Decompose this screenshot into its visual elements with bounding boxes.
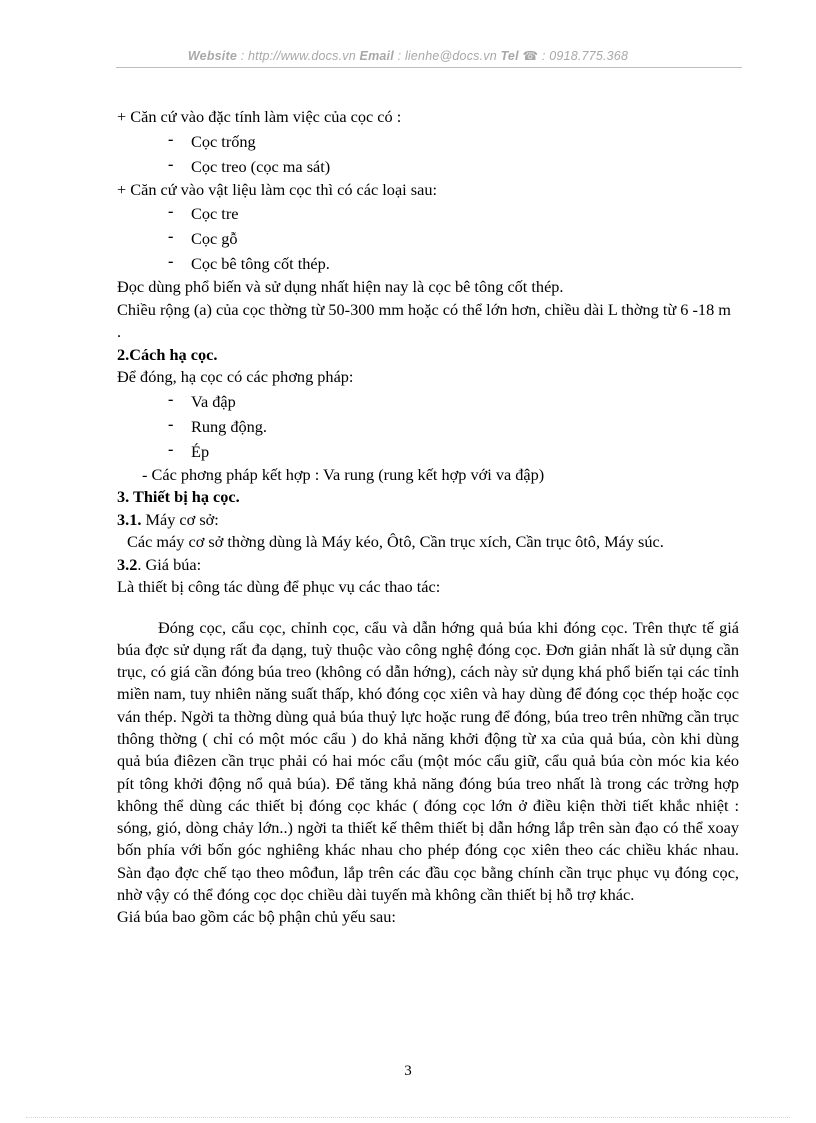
paragraph: Là thiết bị công tác dùng để phục vụ các thao tác:: [117, 577, 441, 596]
list-item: - Rung động.: [117, 414, 739, 439]
subsection-heading: [117, 509, 739, 532]
list-item: - Cọc tre: [117, 201, 739, 226]
list-item: - Cọc treo (cọc ma sát): [117, 154, 739, 179]
pile-type-list: [117, 129, 739, 179]
subsection-heading: [117, 554, 739, 577]
section-heading: 2.Cách hạ cọc.: [117, 344, 218, 364]
pile-material-list: [117, 201, 739, 276]
footer-divider: [26, 1117, 790, 1118]
website-label: Website: [187, 49, 237, 63]
tel-label: Tel: [500, 49, 519, 63]
paragraph: - Các phơng pháp kết hợp : Va rung (rung kết hợp với va đập): [142, 464, 545, 484]
method-list: [117, 389, 739, 464]
website-value: : http://www.docs.vn: [240, 49, 356, 63]
subsection-number: 3.1.: [117, 509, 142, 529]
subsection-title: . Giá búa:: [137, 554, 202, 574]
list-item: - Cọc bê tông cốt thép.: [117, 251, 739, 276]
paragraph: Đóng cọc, cẩu cọc, chỉnh cọc, cẩu và dẫn hớng quả búa khi đóng cọc. Trên thực tế giá búa đợc sử dụng rất đa dạng, tuỳ thuộc vào công nghệ đóng cọc. Đơn giản nhất là sử dụng cần trục, có giá cần đóng búa treo (không có dẫn hớng), cách này sử dụng khá phổ biến tại các tỉnh miền nam, tuy nhiên năng suất thấp, khó đóng cọc xiên và hay dùng để đóng cọc thép hoặc cọc ván thép. Ngời ta thờng dùng quả búa thuỷ lực hoặc rung để đóng, búa treo trên những cần trục thông thờng ( chỉ có một móc cẩu ) do khả năng khởi động từ xa của quả búa, còn khi dùng quả búa điêzen cần trục phải có hai móc cẩu (một móc cẩu giữ, cẩu quả búa còn móc kia kéo pít tông khởi động nổ quả búa). Để tăng khả năng đóng búa treo nhất là trong các trờng hợp không thể dùng các thiết bị đóng cọc khác ( đóng cọc lớn ở điều kiện thời tiết khắc nhiệt : sóng, gió, dòng chảy lớn..) ngời ta thiết kế thêm thiết bị dẫn hớng lắp trên sàn đạo có thể xoay bốn phía với bốn góc nghiêng khác nhau cho phép đóng cọc xiên theo các chiều khác nhau. Sàn đạo đợc chế tạo theo môđun, lắp trên các đầu cọc bằng chính cần trục phục vụ đóng cọc, nhờ vậy có thể đóng cọc dọc chiều dài tuyến mà không cần thiết bị hỗ trợ khác.: [117, 617, 739, 905]
email-label: Email: [359, 49, 394, 63]
tel-value: ☎ : 0918.775.368: [522, 49, 629, 63]
section-heading: 3. Thiết bị hạ cọc.: [117, 487, 240, 506]
list-item: - Cọc trống: [117, 129, 739, 154]
subsection-number: 3.2: [117, 554, 138, 574]
paragraph: + Căn cứ vào vật liệu làm cọc thì có các loại sau:: [117, 179, 437, 199]
page-body: [117, 106, 739, 929]
paragraph: Chiều rộng (a) của cọc thờng từ 50-300 mm hoặc có thể lớn hơn, chiều dài L thờng từ 6 -18 m .: [117, 299, 731, 341]
list-item: - Cọc gỗ: [117, 226, 739, 251]
page-header: [0, 48, 816, 63]
paragraph: Các máy cơ sở thờng dùng là Máy kéo, Ôtô, Cần trục xích, Cần trục ôtô, Máy súc.: [127, 532, 664, 551]
paragraph: Để đóng, hạ cọc có các phơng pháp:: [117, 367, 354, 386]
subsection-title: Máy cơ sở:: [141, 509, 219, 529]
paragraph: Đọc dùng phổ biến và sử dụng nhất hiện nay là cọc bê tông cốt thép.: [117, 277, 564, 296]
spacer: [117, 599, 739, 617]
paragraph: Giá búa bao gồm các bộ phận chủ yếu sau:: [117, 907, 396, 927]
list-item: - Ép: [117, 439, 739, 464]
header-divider: [116, 67, 742, 68]
paragraph: + Căn cứ vào đặc tính làm việc của cọc có :: [117, 107, 402, 126]
list-item: - Va đập: [117, 389, 739, 414]
email-value: : lienhe@docs.vn: [397, 49, 497, 63]
page-number: 3: [404, 1063, 412, 1079]
